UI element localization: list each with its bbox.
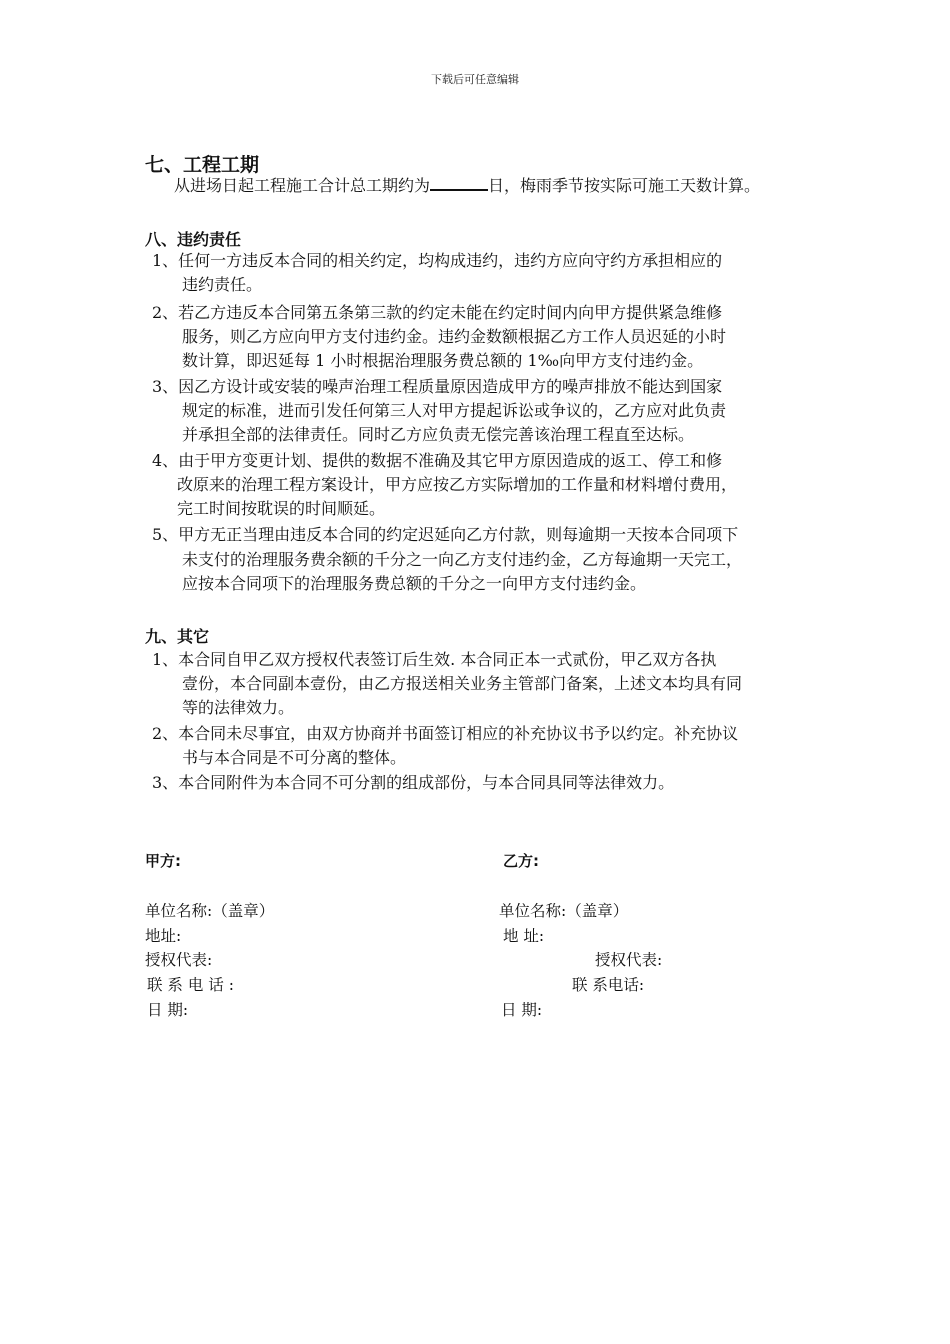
section9-item1-line3: 等的法律效力。 [182,698,295,717]
section7-text [174,174,760,198]
section8-item3-line1: 3、因乙方设计或安装的噪声治理工程质量原因造成甲方的噪声排放不能达到国家 [152,377,723,396]
party-a-address: 地址: [145,927,182,945]
party-a-unit: 单位名称:（盖章） [145,902,275,920]
party-b-address: 地 址: [503,927,545,945]
section8-item2-line1: 2、若乙方违反本合同第五条第三款的约定未能在约定时间内向甲方提供紧急维修 [152,303,723,322]
section9-item3-line1: 3、本合同附件为本合同不可分割的组成部份，与本合同具同等法律效力。 [152,773,675,792]
section8-item3-line2: 规定的标准，进而引发任何第三人对甲方提起诉讼或争议的，乙方应对此负责 [182,401,727,420]
duration-blank [430,175,488,191]
party-b-representative: 授权代表: [595,951,663,969]
party-b-date: 日 期: [501,1001,543,1019]
section8-title: 八、违约责任 [145,230,242,249]
section8-item2-line3: 数计算，即迟延每 1 小时根据治理服务费总额的 1‰向甲方支付违约金。 [182,351,704,370]
section8-item4-line1: 4、由于甲方变更计划、提供的数据不准确及其它甲方原因造成的返工、停工和修 [152,451,723,470]
section8-item5-line2: 未支付的治理服务费余额的千分之一向乙方支付违约金，乙方每逾期一天完工， [182,550,743,569]
section9-item1-line1: 1、本合同自甲乙双方授权代表签订后生效. 本合同正本一式贰份，甲乙双方各执 [152,650,717,669]
section8-item2-line2: 服务，则乙方应向甲方支付违约金。违约金数额根据乙方工作人员迟延的小时 [182,327,727,346]
party-a-date: 日 期: [147,1001,189,1019]
section9-item2-line1: 2、本合同未尽事宜，由双方协商并书面签订相应的补充协议书予以约定。补充协议 [152,724,739,743]
section8-item4-line2: 改原来的治理工程方案设计，甲方应按乙方实际增加的工作量和材料增付费用， [177,475,738,494]
party-b-unit: 单位名称:（盖章） [499,902,629,920]
section8-item1-line1: 1、任何一方违反本合同的相关约定，均构成违约，违约方应向守约方承担相应的 [152,251,723,270]
section7-text-before: 从进场日起工程施工合计总工期约为 [174,176,431,195]
section8-item5-line1: 5、甲方无正当理由违反本合同的约定迟延向乙方付款，则每逾期一天按本合同项下 [152,525,739,544]
party-b-label: 乙方: [503,852,539,870]
header-note: 下载后可任意编辑 [431,73,519,86]
party-a-label: 甲方: [145,852,181,870]
section9-title: 九、其它 [145,627,210,646]
section8-item1-line2: 违约责任。 [182,275,263,294]
section8-item4-line3: 完工时间按耽误的时间顺延。 [177,499,386,518]
section9-item1-line2: 壹份，本合同副本壹份，由乙方报送相关业务主管部门备案，上述文本均具有同 [182,674,743,693]
party-a-representative: 授权代表: [145,951,213,969]
party-b-phone: 联 系电话: [572,976,645,994]
section7-title: 七、工程工期 [145,154,260,176]
section7-text-after: 日，梅雨季节按实际可施工天数计算。 [488,176,761,195]
party-a-phone: 联 系 电 话 : [147,976,234,994]
section8-item3-line3: 并承担全部的法律责任。同时乙方应负责无偿完善该治理工程直至达标。 [182,425,695,444]
section9-item2-line2: 书与本合同是不可分离的整体。 [182,748,407,767]
section8-item5-line3: 应按本合同项下的治理服务费总额的千分之一向甲方支付违约金。 [182,574,647,593]
